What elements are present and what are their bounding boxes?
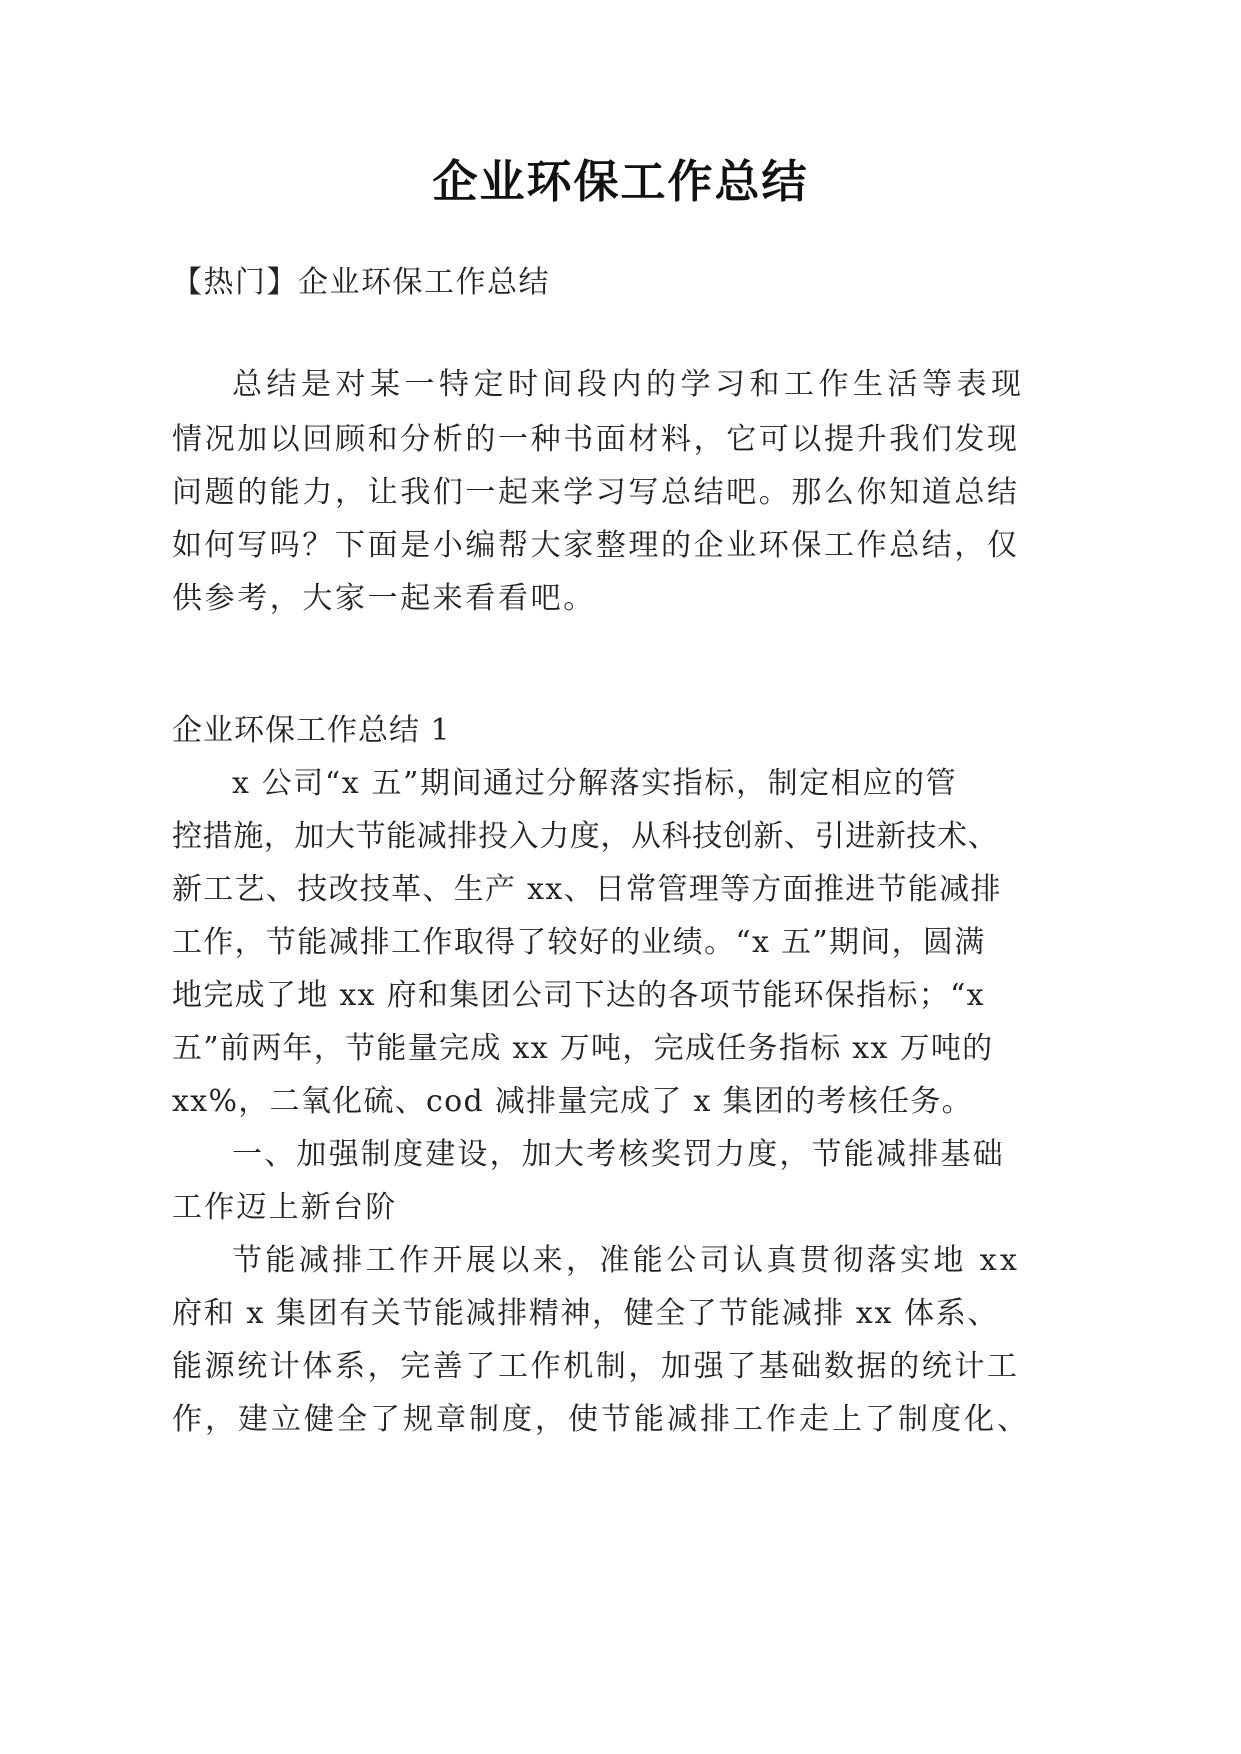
document-title: 企业环保工作总结 xyxy=(432,155,809,208)
intro-line-5: 供参考，大家一起来看看吧。 xyxy=(172,581,596,616)
paragraph2-line-4: 作，建立健全了规章制度，使节能减排工作走上了制度化、 xyxy=(172,1402,1030,1437)
paragraph1-line-3: 新工艺、技改技革、生产 xx、日常管理等方面推进节能减排 xyxy=(172,872,1002,907)
paragraph1-line-6: 五”前两年，节能量完成 xx 万吨，完成任务指标 xx 万吨的 xyxy=(172,1031,994,1066)
section-heading: 企业环保工作总结 1 xyxy=(172,713,451,748)
paragraph1-line-7: xx%，二氧化硫、cod 减排量完成了 x 集团的考核任务。 xyxy=(172,1084,973,1119)
paragraph1-line-2: 控措施，加大节能减排投入力度，从科技创新、引进新技术、 xyxy=(172,819,999,854)
paragraph2-line-1: 节能减排工作开展以来，准能公司认真贯彻落实地 xx xyxy=(232,1243,1021,1278)
intro-line-3: 问题的能力，让我们一起来学习写总结吧。那么你知道总结 xyxy=(172,475,1020,510)
intro-line-1: 总结是对某一特定时间段内的学习和工作生活等表现 xyxy=(232,367,1026,402)
paragraph1-line-1: x 公司“x 五”期间通过分解落实指标，制定相应的管 xyxy=(232,766,958,801)
tag-line: 【热门】企业环保工作总结 xyxy=(172,265,550,300)
paragraph2-line-2: 府和 x 集团有关节能减排精神，健全了节能减排 xx 体系、 xyxy=(172,1296,999,1331)
paragraph1-line-4: 工作，节能减排工作取得了较好的业绩。“x 五”期间，圆满 xyxy=(172,925,986,960)
intro-line-4: 如何写吗？下面是小编帮大家整理的企业环保工作总结，仅 xyxy=(172,528,1020,563)
paragraph2-line-3: 能源统计体系，完善了工作机制，加强了基础数据的统计工 xyxy=(172,1349,1020,1384)
subheading-line-1: 一、加强制度建设，加大考核奖罚力度，节能减排基础 xyxy=(232,1137,1005,1172)
intro-line-2: 情况加以回顾和分析的一种书面材料，它可以提升我们发现 xyxy=(172,422,1020,457)
subheading-line-2: 工作迈上新台阶 xyxy=(172,1190,398,1225)
paragraph1-line-5: 地完成了地 xx 府和集团公司下达的各项节能环保指标；“x xyxy=(172,978,985,1013)
